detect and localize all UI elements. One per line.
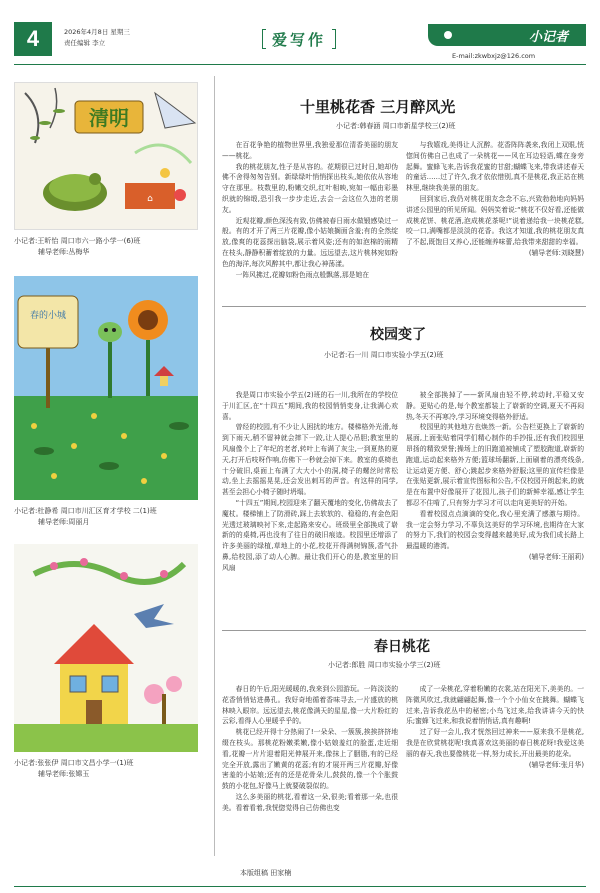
picture-3-author: 小记者:张张伊 周口市文昌小学一(1)班: [14, 759, 134, 767]
spring-town-art-text: 春的小城: [29, 311, 67, 321]
bracket-left: [262, 29, 266, 49]
picture-3-teacher: 辅导老师:张嫦玉: [38, 770, 90, 778]
section-label: [262, 28, 336, 50]
svg-text:⌂: ⌂: [147, 194, 153, 204]
paragraph: 被全部换掉了——新风扇由轻不停,转动时,平稳又安静。更贴心的是,每个教室都装上了崭新的空调,夏天不再闷热,冬天不再寒冷,学习环境变得格外舒适。: [406, 391, 584, 421]
footer-rule: [14, 886, 586, 887]
article-3-column-1: [222, 684, 398, 850]
page-number: 4: [14, 22, 52, 56]
drawing-spring-town: [14, 276, 198, 500]
drawing-qingming: [14, 82, 198, 230]
column-divider: [214, 76, 215, 856]
page-header: [0, 0, 600, 66]
paragraph: “十四五”期间,校园迎来了翻天覆地的变化,仿佛故去了魔杖。楼梯铺上了防滑砖,踩上去软软的、稳稳的,有金色阳光透过玻璃映衬下来,走起路来安心。班级里全部换成了崭新的的桌椅,再也没有了往日的破旧痕迹。校园里还增添了许多美丽的绿植,草地上的小花,校花开得满树锦簇,香气扑鼻,给校园,添了动人心脾。最让我们开心的是,教室里的旧风扇: [222, 498, 398, 572]
paragraph: 春日的午后,阳光暖暖的,我来到公园游玩。一阵淡淡的花香悄悄钻进鼻孔。我好奇地循着香味寻去,一片盛放的桃林映入眼帘。远远望去,桃花像满天的星星,像一大片粉红的云彩,看得人心里暖乎乎的。: [222, 685, 398, 726]
spring-house-artwork: [14, 544, 198, 752]
qingming-art-text: 清明: [89, 106, 129, 130]
page-footer: 本版组稿 田家楠: [240, 869, 292, 877]
brand-dot-icon: [444, 31, 452, 39]
contact-email: E-mail:zkwbxjz@126.com: [452, 52, 536, 60]
brand-name: 小记者: [528, 29, 568, 45]
article-2-byline: 小记者:石一川 周口市实验小学五(2)班: [324, 351, 444, 359]
drawing-spring-house: [14, 544, 198, 752]
paragraph: 过了好一会儿,我才恍然回过神来——原来我不是桃花,我是在欣赏桃花呢!我真喜欢这美丽的春日桃花呀!我爱这美丽的春天,我也要像桃花一样,努力成长,开出最美的花朵。: [406, 728, 584, 758]
article-3-byline: 小记者:郎胜 周口市实验小学三(2)班: [328, 661, 441, 669]
bracket-right: [332, 29, 336, 49]
paragraph: 成了一朵桃花,穿着粉嫩的衣裳,站在阳光下,美美的。一阵微风吹过,我就翩翩起舞,像一个个小仙女在跳舞。蝴蝶飞过来,告诉我花丛中的秘密;小鸟飞过来,给我讲讲今天的快乐;蜜蜂飞过来,和我说着悄悄话,真有趣啊!: [406, 685, 584, 726]
paragraph: 一阵风拂过,花瓣如粉色雨点般飘落,那是她在: [235, 270, 370, 279]
article-divider: [222, 630, 586, 631]
paragraph: 桃花已经开得十分热闹了!一朵朵、一簇簇,挨挨挤挤地缀在枝头。那桃花粉嫩柔嫩,像小姑娘羞红的脸蛋,走近细看,花瓣一片片迎着阳光伸展开来,像抹上了胭脂,有的已经完全开放,露出了嫩黄的花蕊;有的才展开两三片花瓣,好像害羞的小姑娘;还有的还是花骨朵儿,鼓鼓的,像一个个胀鼓鼓的小花包,好像马上就要破裂似的。: [222, 728, 398, 791]
picture-3-caption: [14, 758, 204, 780]
teacher-note: (辅导老师:王丽莉): [528, 552, 584, 561]
paragraph: 与我嬉戏,美得让人沉醉。花香阵阵袭来,我闭上双眼,恍惚间仿佛自己也成了一朵桃花——风在耳边轻语,蝶在身旁起舞。蜜蜂飞来,告诉我花蜜的甘甜;蝴蝶飞来,带我讲述春天的童话……过了许久,我才依依惜别,真不是桃花,我正站在桃林里,继续我美景的朋友。: [406, 141, 584, 193]
picture-2-caption: [14, 506, 204, 528]
article-1-title: 十里桃花香 三月醉风光: [300, 98, 456, 116]
responsible-editor: 责任编辑 李立: [64, 39, 106, 47]
paragraph: 看着校园点点滴滴的变化,我心里充满了感激与期待。我一定会努力学习,不辜负这美好的学习环境,也期待在大家的努力下,我们的校园会变得越来越美好,成为我们成长路上最温暖的港湾。: [406, 509, 584, 551]
article-1-column-2: [406, 140, 584, 296]
paragraph: 这么多美丽的桃花,看着这一朵,很美;看着那一朵,也很美。看着看着,我恍惚觉得自己仿佛也变: [222, 792, 398, 812]
article-3-title: 春日桃花: [374, 639, 430, 655]
picture-1-teacher: 辅导老师:丛梅华: [38, 248, 90, 256]
picture-2-teacher: 辅导老师:周丽月: [38, 518, 90, 526]
article-1-column-1: [222, 140, 398, 296]
article-2-column-1: [222, 390, 398, 622]
paragraph: 我是周口市实验小学五(2)班的石一川,我所在的学校位于川汇区,在“十四五”期间,我的校园悄悄变身,让我满心欢喜。: [222, 391, 398, 421]
paragraph: 近观花瓣,颜色深浅有致,仿佛被春日雨水做锻感染过一般。有的才开了两三片花瓣,像小姑娘搁面含羞;有的全然绽放,像爽的花蕊探出脑袋,展示着风姿;还有的如泡棉的雨精在枝头,静静积蓄着绽放的力量。远远望去,这片桃林宛如粉色的海洋,每次风醉其中,都让我心神荡漾。: [222, 216, 398, 268]
picture-1-caption: [14, 236, 204, 258]
picture-2-author: 小记者:杜静希 周口市川汇区育才学校 二(1)班: [14, 507, 157, 515]
paragraph: 校园里的其他地方也焕然一新。公告栏更换上了崭新的展面,上面张贴着同学们精心制作的手抄报,还有我们校园里昂扬的精致荣誉;操场上的旧跑道被铺成了塑胶跑道,崭新的跑道,运动起来格外方便;篮球场翻新,上面刷着的漂亮线条,让运动更方便、舒心;跳起步来格外舒服;这里的宣传栏像是在张贴更新,展示着宣传图标和公告,不仅校园开朗起来,的就是在布置中好像展开了花园儿,孩子们的新鲜幸福,感让学生都忍不住啃了,只有努力学习才可以走向更美好的开始。: [406, 423, 584, 507]
qingming-artwork: [15, 83, 198, 230]
paragraph: 我的桃花朋友,性子是从容的。花期很已过时日,她却伪佛不舍得匆匆告别。新绿绿叶悄悄探出枝头,她依依从容地守在那里。枝数里的,粉嫩交织,红叶相映,宛如一幅由彩墨织就的锦缎,恐引我一步步走近,去会一会这位久违的老朋友。: [222, 162, 398, 214]
issue-date: 2026年4月8日 星期三: [64, 28, 130, 36]
teacher-note: (辅导老师:张月华): [528, 760, 584, 769]
article-divider: [222, 306, 586, 307]
teacher-note: (辅导老师:刘晓慧): [528, 248, 584, 257]
paragraph: 回到家后,我仍对桃花朋友念念不忘,兴致勃勃地向妈妈讲述公园里的所见所闻。妈妈笑着说:“桃花不仅好看,还能做成桃花饼、桃花酒,泡成桃花茶呢!”说着递给我一块桃花糕,咬一口,满嘴都是淡淡的花香。我这才知道,我的桃花朋友真了不起,既饱目又养心,还能缠养味蕾,给我带来甜甜的幸福。: [406, 194, 584, 247]
paragraph: 曾经的校园,有不少让人困扰的地方。楼梯格外光滑,每到下雨天,稍不留神就会摔下一跤,让人提心吊胆;教室里的风扇像个上了年纪的老者,转叶上布满了灰尘,一到夏热的夏天,打开后吱呀作响,仿佛下一秒就会掉下来。教室的桌椅也十分破旧,桌面上布满了大大小小的洞,椅子的螺丝时常松动,坐上去摇摇晃晃,还会发出刺耳的声音。有这样的同学,甚至会担心小椅子随时坍塌。: [222, 423, 398, 497]
section-title: 爱写作: [271, 30, 326, 49]
article-1-byline: 小记者:韩春涵 周口市新星学校三(2)班: [336, 122, 456, 130]
article-3-column-2: [406, 684, 584, 850]
article-2-column-2: [406, 390, 584, 622]
spring-town-artwork: [14, 276, 198, 500]
paragraph: 在百花争艳的植物世界里,我独爱那位清香美丽的朋友——桃花。: [222, 141, 398, 160]
picture-1-author: 小记者:王昕怡 周口市六一路小学一(6)班: [14, 237, 141, 245]
header-divider: [14, 64, 586, 65]
article-2-title: 校园变了: [370, 327, 426, 343]
